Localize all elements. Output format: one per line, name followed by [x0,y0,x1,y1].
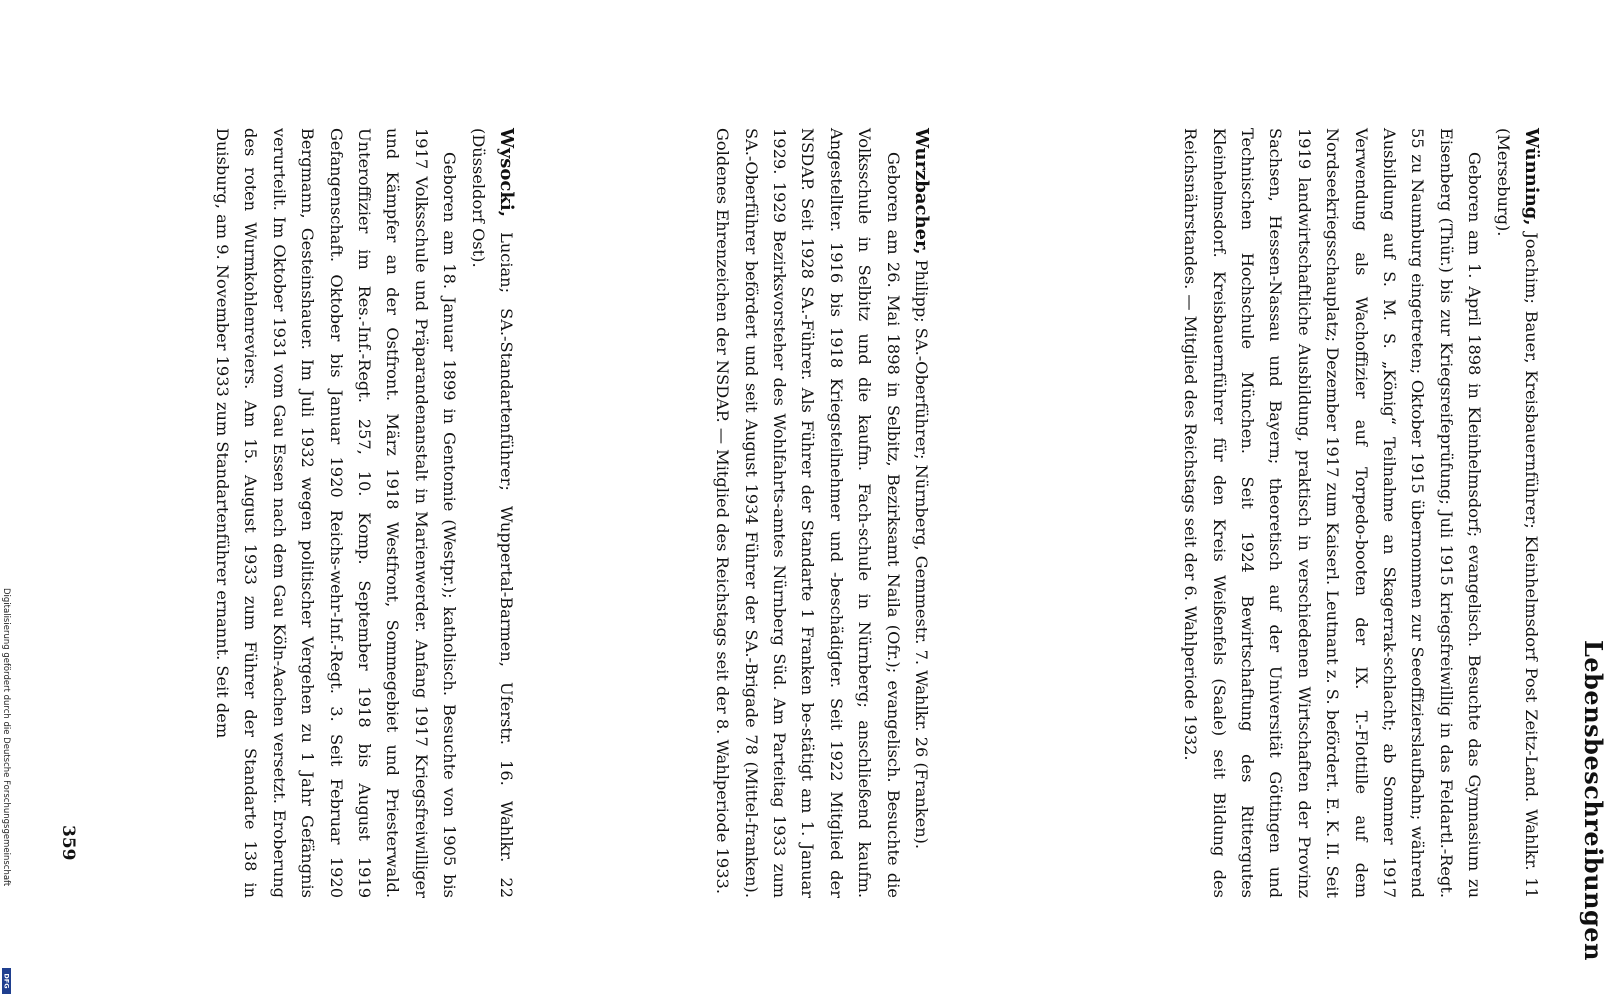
entry-heading-line: Joachim; Bauer, Kreisbauernführer; Kleinhelmsdorf Post Zeitz-Land. Wahlkr. 11 (Merseburg). [1493,128,1541,898]
entry-body: Geboren am 26. Mai 1898 in Selbitz, Bezirksamt Naila (Ofr.); evangelisch. Besuchte die Volksschule in Selbitz und die kaufm. Fach-schule in Nürnberg; anschließend kaufm. Angestellter. 1916 bis 1918 Kriegsteilnehmer und -beschädigter. Seit 1922 Mitglied der NSDAP. Seit 1928 SA.-Führer. Als Führer der Standarte 1 Franken be-stätigt am 1. Januar 1929. 1929 Bezirksvorsteher des Wohlfahrts-amtes Nürnberg Süd. Am Parteitag 1933 zum SA.-Oberführer befördert und seit August 1934 Führer der SA.-Brigade 78 (Mittel-franken). Goldenes Ehrenzeichen der NSDAP. — Mitglied des Reichstags seit der 8. Wahlperiode 1933. [713,128,903,898]
digitization-note: Digitalisierung gefördert durch die Deutsche Forschungsgemeinschaft [1,588,11,887]
entry-wuenning [1176,128,1545,898]
entry-heading-line: Philipp; SA.-Oberführer; Nürnberg, Gemmestr. 7. Wahlkr. 26 (Franken). [912,254,931,850]
entry-body: Geboren am 1. April 1898 in Kleinhelmsdorf; evangelisch. Besuchte das Gymnasium zu Eisenberg (Thür.) bis zur Kriegsreifeprüfung; Juli 1915 kriegsfreiwillig in das Feldartl.-Regt. 55 zu Naumburg eingetreten; Oktober 1915 übernommen zur Seeoffizierslaufbahn; während Ausbildung auf S. M. S. „König“ Teilnahme an Skagerrak-schlacht; ab Sommer 1917 Verwendung als Wachoffizier auf Torpedo-booten der IX. T.-Flottille auf dem Nordseekriegsschauplatz; Dezember 1917 zum Kaiserl. Leutnant z. S. befördert. E. K. II. Seit 1919 landwirtschaftliche Ausbildung, praktisch in verschiedenen Wirtschaften der Provinz Sachsen, Hessen-Nassau und Bayern; theoretisch auf der Universität Göttingen und Technischen Hochschule München. Seit 1924 Bewirtschaftung des Rittergutes Kleinhelmsdorf. Kreisbauernführer für den Kreis Weißenfels (Saale) seit Bildung des Reichsnährstandes. — Mitglied des Reichstags seit der 6. Wahlperiode 1932. [1181,128,1485,898]
entry-name: Wurzbacher, [911,128,932,255]
page-number: 359 [58,825,78,861]
entry-name: Wünning, [1521,128,1542,226]
entry-wurzbacher [708,128,935,898]
entry-wysocki [208,128,520,898]
entry-name: Wysocki, [496,128,517,217]
entry-heading-line: Lucian; SA.-Standartenführer; Wuppertal-Barmen, Uferstr. 16. Wahlkr. 22 (Düsseldorf Ost). [468,128,516,898]
dfg-logo [2,968,11,994]
entry-body: Geboren am 18. Januar 1899 in Gentomie (Westpr.); katholisch. Besuchte von 1905 bis 1917 Volksschule und Präparandenanstalt in Marienwerder. Anfang 1917 Kriegsfreiwilliger und Kämpfer an der Ostfront. März 1918 Westfront, Sommegebiet und Priesterwald. Unteroffizier im Res.-Inf.-Regt. 257, 10. Komp. September 1918 bis August 1919 Gefangenschaft. Oktober bis Januar 1920 Reichs-wehr-Inf.-Regt. 3. Seit Februar 1920 Bergmann, Gesteinshauer. Im Juli 1932 wegen politischer Vergehen zu 1 Jahr Gefängnis verurteilt. Im Oktober 1931 vom Gau Essen nach dem Gau Köln-Aachen versetzt. Eroberung des roten Wurmkohlenreviers. Am 15. August 1933 zum Führer der Standarte 138 in Duisburg, am 9. November 1933 zum Standartenführer ernannt. Seit dem [212,128,460,898]
dfg-logo-text: DFG [2,973,11,989]
page-header-title: Lebensbeschreibungen [1579,640,1608,961]
